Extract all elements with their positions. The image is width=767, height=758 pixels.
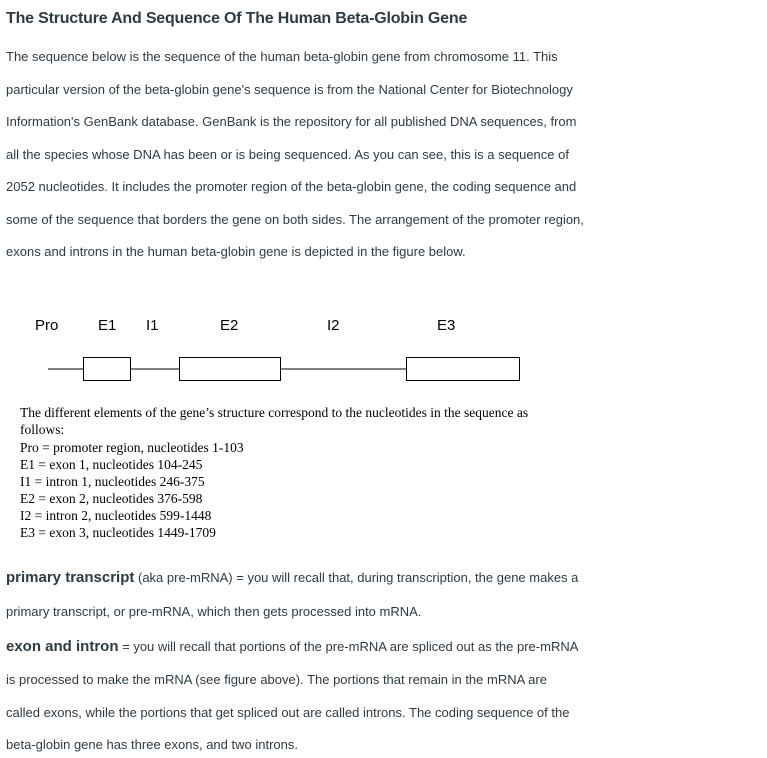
label-pro: Pro [35,317,59,334]
definition-line: called exons, while the portions that get spliced out are called introns. The coding sequence of the [6,705,570,720]
label-i1: I1 [146,317,159,334]
primary-transcript-term: primary transcript [6,569,135,586]
exon-intron-definition [6,638,578,655]
exon2-box [180,358,281,381]
element-line: E3 = exon 3, nucleotides 1449-1709 [20,525,216,540]
page-title: The Structure And Sequence Of The Human Beta-Globin Gene [6,10,468,27]
intro-line: particular version of the beta-globin gene's sequence is from the National Center for Biotechnology [6,81,573,97]
primary-transcript-definition [6,569,578,586]
definition-line: is processed to make the mRNA (see figure above). The portions that remain in the mRNA are [6,672,547,687]
definition-text: (aka pre-mRNA) = you will recall that, during transcription, the gene makes a [134,570,579,585]
intro-line: exons and introns in the human beta-globin gene is depicted in the figure below. [6,244,466,259]
element-line: E1 = exon 1, nucleotides 104-245 [20,457,203,472]
element-line: E2 = exon 2, nucleotides 376-598 [20,491,203,506]
label-e2: E2 [220,317,239,334]
exon-intron-term: exon and intron [6,638,119,655]
label-i2: I2 [327,317,340,334]
exon1-box [84,358,131,381]
element-line: I2 = intron 2, nucleotides 599-1448 [20,508,212,523]
element-line: I1 = intron 1, nucleotides 246-375 [20,474,205,489]
intro-line: Information's GenBank database. GenBank is the repository for all published DNA sequences, from [6,114,577,129]
label-e3: E3 [437,317,456,334]
definition-text: = you will recall that portions of the pre-mRNA are spliced out as the pre-mRNA [118,639,579,654]
label-e1: E1 [98,317,117,334]
intro-line: The sequence below is the sequence of the human beta-globin gene from chromosome 11. This [6,49,558,64]
element-line: Pro = promoter region, nucleotides 1-103 [20,440,244,455]
figure-caption-line: The different elements of the gene’s structure correspond to the nucleotides in the sequence as [20,405,529,420]
definition-line: primary transcript, or pre-mRNA, which then gets processed into mRNA. [6,604,422,619]
exon3-box [407,358,520,381]
intro-line: 2052 nucleotides. It includes the promoter region of the beta-globin gene, the coding sequence and [6,179,577,194]
figure-caption-line: follows: [20,422,65,437]
definition-line: beta-globin gene has three exons, and two introns. [6,737,298,752]
intro-line: all the species whose DNA has been or is being sequenced. As you can see, this is a sequence of [6,146,569,162]
intro-line: some of the sequence that borders the gene on both sides. The arrangement of the promoter region, [6,211,584,227]
